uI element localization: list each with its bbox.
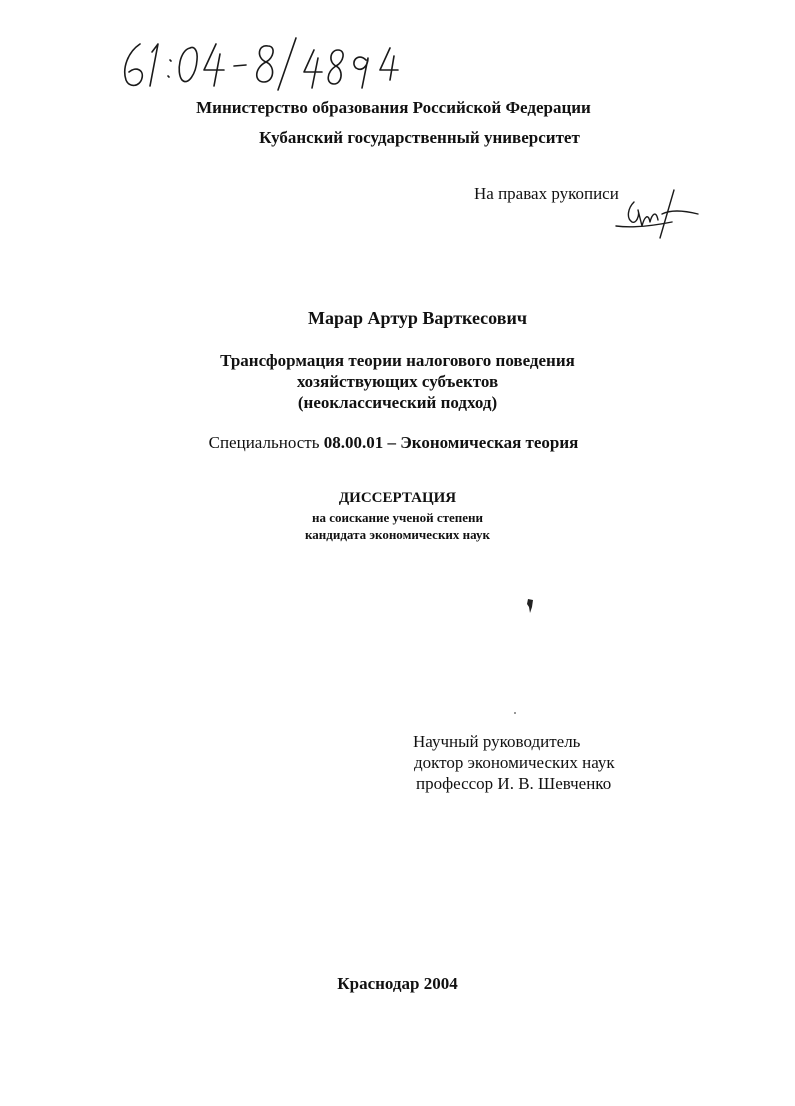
ministry-heading: Министерство образования Российской Федерации	[196, 98, 591, 117]
manuscript-rights-note: На правах рукописи	[474, 184, 619, 203]
signature-icon	[612, 188, 702, 240]
university-heading: Кубанский государственный университет	[259, 128, 580, 147]
degree-line-2: кандидата экономических наук	[305, 527, 490, 542]
specialty-line	[0, 433, 791, 453]
specialty-code-name: 08.00.01 – Экономическая теория	[323, 433, 579, 452]
degree-line-1: на соискание ученой степени	[311, 510, 484, 525]
specialty-prefix: Специальность	[208, 433, 324, 452]
supervisor-line-1: Научный руководитель	[413, 732, 581, 751]
handwritten-archive-number	[118, 30, 408, 92]
dissertation-title	[0, 350, 795, 413]
ink-mark-icon	[526, 598, 534, 614]
city-year: Краснодар 2004	[337, 974, 458, 993]
supervisor-block	[413, 731, 615, 794]
supervisor-line-3: профессор И. В. Шевченко	[416, 774, 612, 793]
title-line-3: (неоклассический подход)	[297, 393, 498, 412]
scan-speck	[514, 712, 516, 714]
degree-description	[0, 509, 795, 543]
dissertation-heading: ДИССЕРТАЦИЯ	[338, 490, 457, 506]
title-line-1: Трансформация теории налогового поведения	[220, 351, 575, 370]
title-line-2: хозяйствующих субъектов	[296, 372, 499, 391]
author-name: Марар Артур Варткесович	[308, 308, 527, 328]
supervisor-line-2: доктор экономических наук	[414, 753, 615, 772]
